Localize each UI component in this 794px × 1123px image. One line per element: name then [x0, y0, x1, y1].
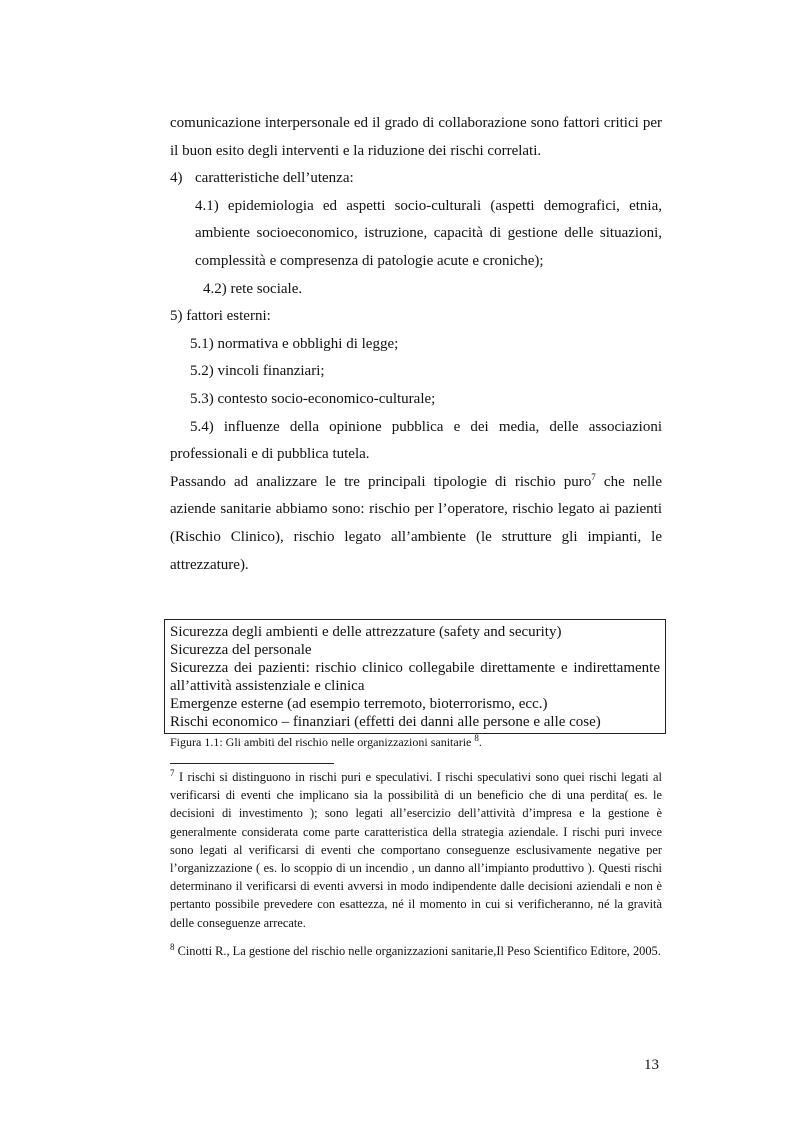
list-item-4 [170, 165, 662, 193]
list-item-4-2: 4.2) rete sociale. [203, 280, 303, 297]
footnotes [170, 768, 662, 960]
list-item-4-1: 4.1) epidemiologia ed aspetti socio-culturali (aspetti demografici, etnia, ambiente socioeconomico, istruzione, capacità di gestione delle situazioni, complessità e compresenza di patologie acute e croniche); [195, 197, 662, 269]
footnote-8-mark: 8 [170, 941, 175, 952]
figure-row: Sicurezza degli ambienti e delle attrezzature (safety and security) [170, 624, 562, 640]
figure-row: Sicurezza del personale [170, 642, 312, 658]
list-item-5-4-text: 5.4) influenze della opinione pubblica e dei media, delle associazioni professionali e di pubblica tutela. [170, 418, 662, 463]
list-item-5-4 [170, 414, 662, 469]
footnote-ref-8[interactable]: 8 [474, 733, 479, 743]
footnote-divider [170, 763, 334, 764]
body-text [170, 110, 662, 579]
figure-row: Sicurezza dei pazienti: rischio clinico collegabile direttamente e indirettamente all’attività assistenziale e clinica [170, 660, 660, 694]
footnote-7-mark: 7 [170, 767, 175, 778]
footnote-8 [170, 942, 662, 960]
figure-caption [170, 735, 482, 749]
footnote-7-text: I rischi si distinguono in rischi puri e speculativi. I rischi speculativi sono quei rischi legati al verificarsi di eventi che implicano sia la possibilità di un beneficio che di una perdita( es. le decisioni di investimento ); sono legati all’esercizio dell’attività d’impresa e la gestione è generalmente considerata come parte caratteristica della strategia aziendale. I rischi puri invece sono legati al verificarsi di eventi che comportano conseguenze esclusivamente negative per l’organizzazione ( es. lo scoppio di un incendio , un danno all’impianto produttivo ). Questi rischi determinano il verificarsi di eventi avversi in modo indipendente dalle decisioni aziendali e non è pertanto possibile prevedere con esattezza, né il momento in cui si verificheranno, né la gravità delle conseguenze arrecate. [170, 770, 662, 930]
figure-row: Emergenze esterne (ad esempio terremoto, bioterrorismo, ecc.) [170, 696, 548, 712]
footnote-7 [170, 768, 662, 932]
list-item-5-1: 5.1) normativa e obblighi di legge; [190, 335, 399, 352]
list-item-5: 5) fattori esterni: [170, 308, 271, 325]
page-number: 13 [644, 1057, 659, 1073]
paragraph-continuation: comunicazione interpersonale ed il grado di collaborazione sono fattori critici per il buon esito degli interventi e la riduzione dei rischi correlati. [170, 115, 662, 159]
paragraph-risk-types [170, 469, 662, 579]
paragraph-risk-types-b: che nelle aziende sanitarie abbiamo sono: rischio per l’operatore, rischio legato ai pazienti (Rischio Clinico), rischio legato all’ambiente (le strutture gli impianti, le attrezzature). [170, 473, 663, 573]
list-item-4-number: 4) [170, 170, 183, 187]
list-item-4-text: caratteristiche dell’utenza: [195, 170, 354, 187]
figure-row: Rischi economico – finanziari (effetti dei danni alle persone e alle cose) [170, 714, 601, 730]
figure-caption-end: . [478, 735, 482, 749]
footnote-8-text: Cinotti R., La gestione del rischio nelle organizzazioni sanitarie,Il Peso Scientifico Editore, 2005. [174, 943, 661, 958]
paragraph-risk-types-a: Passando ad analizzare le tre principali tipologie di rischio puro [170, 473, 592, 490]
list-item-5-2: 5.2) vincoli finanziari; [190, 363, 325, 380]
footnote-ref-7[interactable]: 7 [591, 471, 596, 482]
figure-caption-text: Figura 1.1: Gli ambiti del rischio nelle organizzazioni sanitarie [170, 735, 475, 749]
list-item-5-3: 5.3) contesto socio-economico-culturale; [190, 390, 436, 407]
figure-box [164, 619, 666, 734]
